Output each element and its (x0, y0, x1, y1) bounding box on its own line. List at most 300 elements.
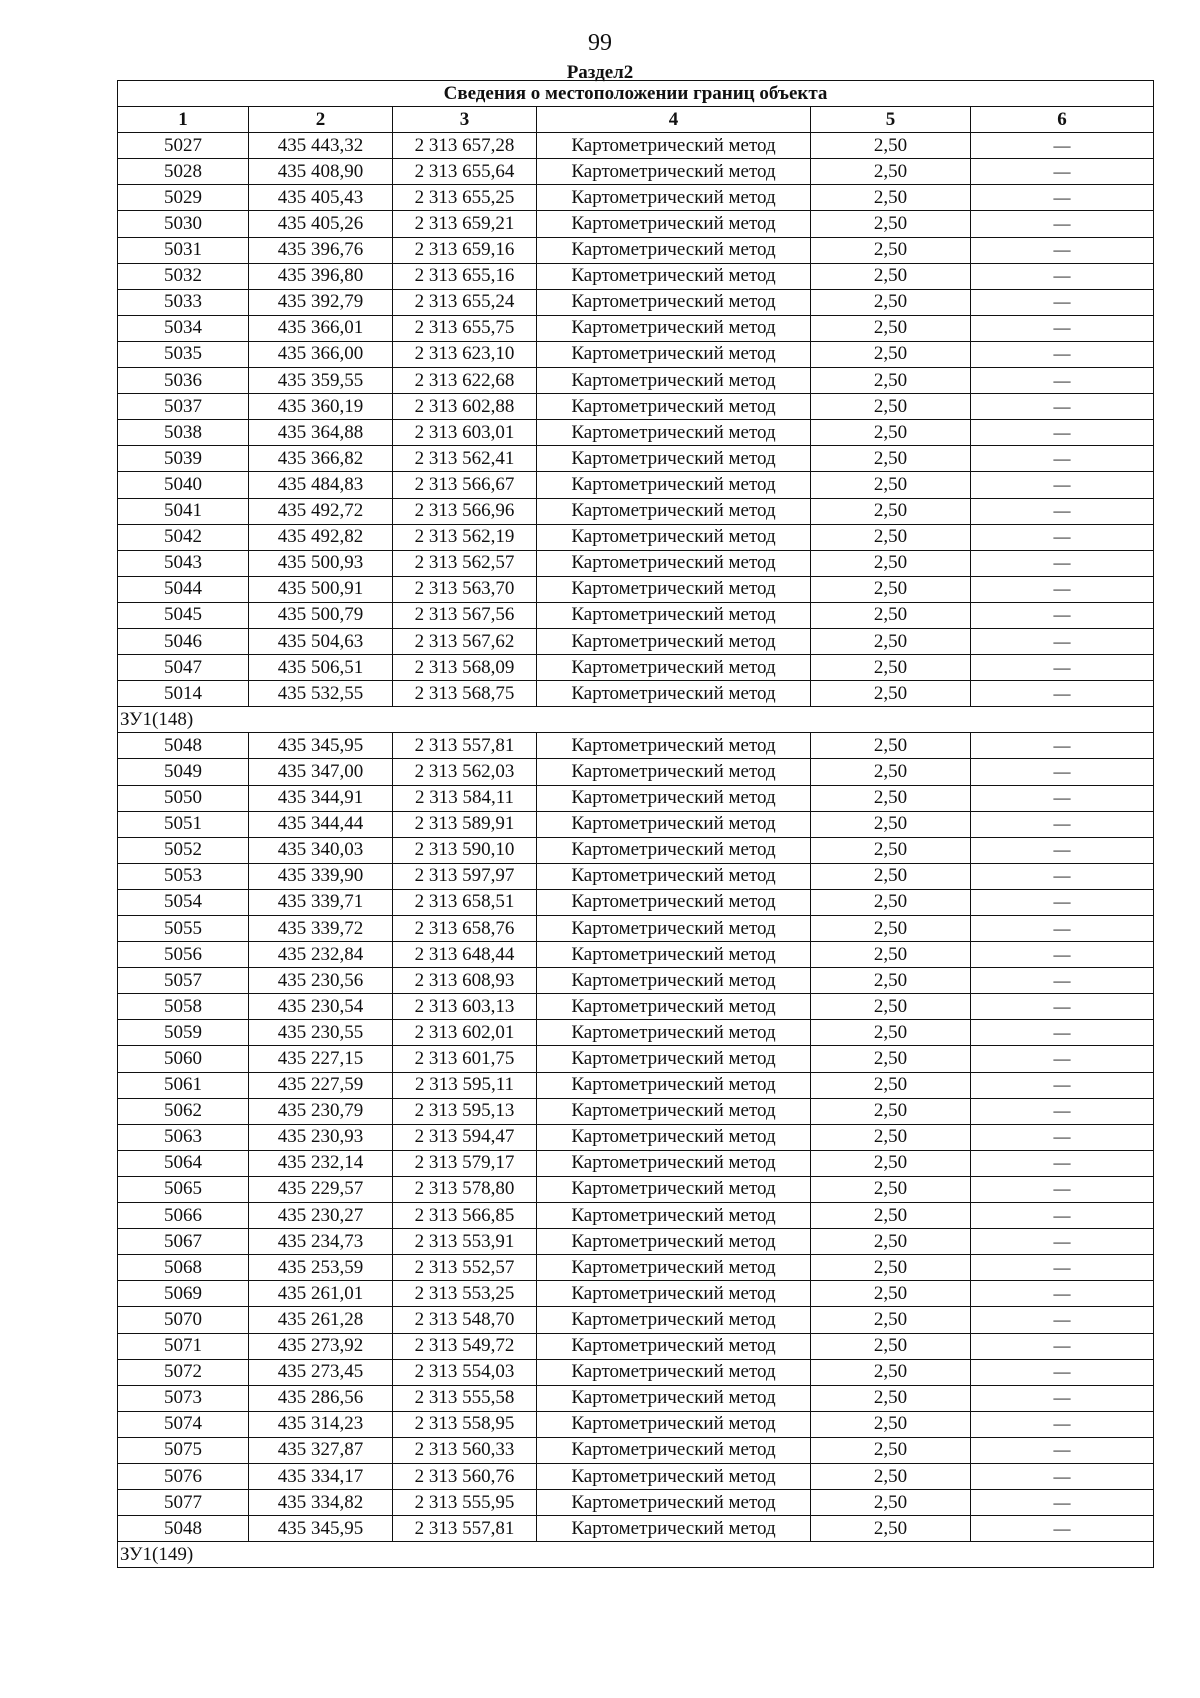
table-cell: 5067 (118, 1229, 249, 1255)
table-cell: 435 405,43 (249, 185, 393, 211)
table-body (118, 133, 1154, 1568)
table-cell: 2,50 (811, 368, 971, 394)
table-row (118, 994, 1154, 1020)
table-cell: 435 392,79 (249, 289, 393, 315)
table-cell: 435 396,80 (249, 263, 393, 289)
group-row (118, 707, 1154, 733)
table-cell: — (971, 263, 1154, 289)
table-cell: Картометрический метод (537, 863, 811, 889)
table-cell: Картометрический метод (537, 1307, 811, 1333)
table-cell: 2,50 (811, 1046, 971, 1072)
table-cell: 2 313 584,11 (393, 785, 537, 811)
table-cell: 2 313 579,17 (393, 1150, 537, 1176)
table-cell: 2 313 657,28 (393, 133, 537, 159)
table-row (118, 837, 1154, 863)
table-cell: Картометрический метод (537, 289, 811, 315)
table-row (118, 942, 1154, 968)
table-cell: 2 313 594,47 (393, 1124, 537, 1150)
table-cell: 2 313 548,70 (393, 1307, 537, 1333)
table-cell: Картометрический метод (537, 811, 811, 837)
table-cell: Картометрический метод (537, 263, 811, 289)
table-cell: 5045 (118, 602, 249, 628)
table-cell: — (971, 994, 1154, 1020)
table-cell: 435 229,57 (249, 1176, 393, 1202)
table-row (118, 1124, 1154, 1150)
table-cell: 2 313 567,62 (393, 628, 537, 654)
table-row (118, 1176, 1154, 1202)
table-row (118, 1229, 1154, 1255)
table-cell: 2 313 658,76 (393, 916, 537, 942)
table-cell: 5043 (118, 550, 249, 576)
table-cell: 2,50 (811, 1124, 971, 1150)
table-cell: 435 500,79 (249, 602, 393, 628)
table-cell: Картометрический метод (537, 1020, 811, 1046)
table-row (118, 811, 1154, 837)
table-cell: 2 313 655,64 (393, 159, 537, 185)
table-cell: 2,50 (811, 159, 971, 185)
table-cell: 2 313 555,58 (393, 1385, 537, 1411)
table-cell: 5027 (118, 133, 249, 159)
table-cell: Картометрический метод (537, 994, 811, 1020)
table-cell: 2 313 648,44 (393, 942, 537, 968)
table-cell: 2 313 659,21 (393, 211, 537, 237)
table-cell: 435 359,55 (249, 368, 393, 394)
table-row (118, 785, 1154, 811)
table-cell: 435 504,63 (249, 628, 393, 654)
table-cell: 5059 (118, 1020, 249, 1046)
table-cell: — (971, 159, 1154, 185)
table-cell: 435 230,56 (249, 968, 393, 994)
table-cell: 5057 (118, 968, 249, 994)
table-cell: 2,50 (811, 889, 971, 915)
table-cell: 5032 (118, 263, 249, 289)
table-row (118, 759, 1154, 785)
table-cell: 435 234,73 (249, 1229, 393, 1255)
column-header: 5 (811, 107, 971, 133)
table-cell: 2,50 (811, 1072, 971, 1098)
table-cell: 435 396,76 (249, 237, 393, 263)
table-cell: Картометрический метод (537, 1098, 811, 1124)
table-cell: 5068 (118, 1255, 249, 1281)
table-row (118, 1411, 1154, 1437)
table-cell: 435 484,83 (249, 472, 393, 498)
table-cell: 2,50 (811, 1229, 971, 1255)
table-cell: — (971, 837, 1154, 863)
table-cell: 5050 (118, 785, 249, 811)
table-cell: 435 230,54 (249, 994, 393, 1020)
table-row (118, 1255, 1154, 1281)
table-cell: 435 506,51 (249, 655, 393, 681)
table-cell: — (971, 1333, 1154, 1359)
table-cell: Картометрический метод (537, 1437, 811, 1463)
table-cell: 2 313 560,76 (393, 1463, 537, 1489)
table-cell: — (971, 550, 1154, 576)
table-cell: Картометрический метод (537, 237, 811, 263)
table-cell: 5047 (118, 655, 249, 681)
table-cell: 2 313 560,33 (393, 1437, 537, 1463)
table-cell: — (971, 811, 1154, 837)
table-cell: 2 313 589,91 (393, 811, 537, 837)
table-cell: Картометрический метод (537, 837, 811, 863)
page-number: 99 (588, 30, 612, 56)
table-row (118, 655, 1154, 681)
table-row (118, 968, 1154, 994)
table-cell: 5052 (118, 837, 249, 863)
table-cell: 2,50 (811, 1281, 971, 1307)
table-cell: — (971, 341, 1154, 367)
table-cell: 2 313 553,25 (393, 1281, 537, 1307)
table-cell: 2 313 568,75 (393, 681, 537, 707)
table-cell: 2 313 567,56 (393, 602, 537, 628)
table-cell: Картометрический метод (537, 1281, 811, 1307)
table-cell: — (971, 211, 1154, 237)
table-cell: Картометрический метод (537, 1046, 811, 1072)
table-cell: 435 408,90 (249, 159, 393, 185)
table-row (118, 681, 1154, 707)
table-cell: Картометрический метод (537, 133, 811, 159)
table-cell: — (971, 759, 1154, 785)
table-cell: — (971, 315, 1154, 341)
table-cell: 5035 (118, 341, 249, 367)
table-cell: 2,50 (811, 1150, 971, 1176)
table-cell: 5040 (118, 472, 249, 498)
table-cell: 2,50 (811, 1098, 971, 1124)
table-row (118, 550, 1154, 576)
table-cell: Картометрический метод (537, 341, 811, 367)
table-cell: 435 492,82 (249, 524, 393, 550)
table-cell: Картометрический метод (537, 1150, 811, 1176)
table-cell: 2 313 557,81 (393, 1516, 537, 1542)
table-row (118, 211, 1154, 237)
table-row (118, 628, 1154, 654)
table-cell: 5042 (118, 524, 249, 550)
table-cell: Картометрический метод (537, 446, 811, 472)
table-cell: — (971, 498, 1154, 524)
table-cell: 435 405,26 (249, 211, 393, 237)
table-cell: 435 345,95 (249, 1516, 393, 1542)
table-cell: 2,50 (811, 315, 971, 341)
table-cell: 435 230,93 (249, 1124, 393, 1150)
table-cell: 2,50 (811, 472, 971, 498)
table-cell: 435 286,56 (249, 1385, 393, 1411)
table-row (118, 1490, 1154, 1516)
table-cell: Картометрический метод (537, 185, 811, 211)
table-row (118, 237, 1154, 263)
table-cell: 5036 (118, 368, 249, 394)
table-row (118, 1463, 1154, 1489)
table-cell: 2,50 (811, 1490, 971, 1516)
table-row (118, 394, 1154, 420)
table-cell: — (971, 628, 1154, 654)
table-cell: 2 313 557,81 (393, 733, 537, 759)
table-cell: 5065 (118, 1176, 249, 1202)
table-cell: 2,50 (811, 211, 971, 237)
table-cell: 435 345,95 (249, 733, 393, 759)
table-cell: 2 313 554,03 (393, 1359, 537, 1385)
table-cell: 2,50 (811, 576, 971, 602)
table-cell: Картометрический метод (537, 420, 811, 446)
table-cell: 435 334,82 (249, 1490, 393, 1516)
table-cell: 5074 (118, 1411, 249, 1437)
table-cell: 2 313 553,91 (393, 1229, 537, 1255)
table-cell: 2 313 655,16 (393, 263, 537, 289)
table-cell: 2 313 558,95 (393, 1411, 537, 1437)
table-cell: 435 227,59 (249, 1072, 393, 1098)
table-cell: 2 313 568,09 (393, 655, 537, 681)
table-cell: 5054 (118, 889, 249, 915)
table-cell: 2,50 (811, 863, 971, 889)
table-cell: Картометрический метод (537, 498, 811, 524)
table-row (118, 368, 1154, 394)
table-row (118, 733, 1154, 759)
table-row (118, 1359, 1154, 1385)
table-row (118, 1437, 1154, 1463)
table-row (118, 446, 1154, 472)
table-cell: 5033 (118, 289, 249, 315)
table-cell: 5072 (118, 1359, 249, 1385)
table-row (118, 602, 1154, 628)
table-cell: Картометрический метод (537, 1463, 811, 1489)
table-cell: 2 313 602,88 (393, 394, 537, 420)
table-cell: 5053 (118, 863, 249, 889)
table-cell: — (971, 368, 1154, 394)
table-cell: Картометрический метод (537, 681, 811, 707)
table-cell: 5070 (118, 1307, 249, 1333)
table-cell: 2,50 (811, 916, 971, 942)
column-header: 3 (393, 107, 537, 133)
table-row (118, 916, 1154, 942)
table-cell: 5064 (118, 1150, 249, 1176)
table-cell: Картометрический метод (537, 368, 811, 394)
table-cell: 2,50 (811, 1463, 971, 1489)
table-cell: 5062 (118, 1098, 249, 1124)
table-cell: 5077 (118, 1490, 249, 1516)
table-cell: 2,50 (811, 942, 971, 968)
table-cell: 2,50 (811, 420, 971, 446)
table-cell: 435 366,00 (249, 341, 393, 367)
table-cell: 2,50 (811, 655, 971, 681)
table-cell: 2,50 (811, 1255, 971, 1281)
table-cell: — (971, 1281, 1154, 1307)
table-cell: 2 313 601,75 (393, 1046, 537, 1072)
table-cell: Картометрический метод (537, 1124, 811, 1150)
table-row (118, 498, 1154, 524)
table-row (118, 263, 1154, 289)
table-cell: 2,50 (811, 263, 971, 289)
table-cell: — (971, 968, 1154, 994)
table-cell: — (971, 1411, 1154, 1437)
table-cell: — (971, 133, 1154, 159)
group-label: ЗУ1(148) (118, 707, 1154, 733)
table-cell: — (971, 472, 1154, 498)
table-cell: — (971, 420, 1154, 446)
table-caption: Сведения о местоположении границ объекта (118, 81, 1154, 107)
table-cell: 435 261,01 (249, 1281, 393, 1307)
table-cell: 2,50 (811, 1437, 971, 1463)
table-cell: 2,50 (811, 968, 971, 994)
table-cell: 2 313 622,68 (393, 368, 537, 394)
table-cell: 2,50 (811, 550, 971, 576)
table-cell: 435 344,44 (249, 811, 393, 837)
column-header: 4 (537, 107, 811, 133)
table-row (118, 1203, 1154, 1229)
table-row (118, 576, 1154, 602)
table-cell: 2,50 (811, 1385, 971, 1411)
table-cell: 2,50 (811, 1203, 971, 1229)
table-row (118, 185, 1154, 211)
table-cell: 2,50 (811, 628, 971, 654)
table-cell: 2 313 658,51 (393, 889, 537, 915)
table-cell: Картометрический метод (537, 315, 811, 341)
table-cell: — (971, 394, 1154, 420)
table-cell: 435 347,00 (249, 759, 393, 785)
table-cell: 2 313 552,57 (393, 1255, 537, 1281)
table-cell: 435 360,19 (249, 394, 393, 420)
table-cell: Картометрический метод (537, 1359, 811, 1385)
table-cell: — (971, 1098, 1154, 1124)
table-row (118, 1307, 1154, 1333)
table-cell: 2,50 (811, 733, 971, 759)
table-cell: 5051 (118, 811, 249, 837)
table-cell: 435 230,27 (249, 1203, 393, 1229)
table-cell: Картометрический метод (537, 1333, 811, 1359)
table-cell: 2,50 (811, 681, 971, 707)
table-cell: Картометрический метод (537, 524, 811, 550)
table-cell: 2 313 562,57 (393, 550, 537, 576)
table-cell: 5048 (118, 733, 249, 759)
table-cell: 5066 (118, 1203, 249, 1229)
table-row (118, 1281, 1154, 1307)
table-cell: 2,50 (811, 289, 971, 315)
table-cell: — (971, 1229, 1154, 1255)
table-cell: — (971, 733, 1154, 759)
table-cell: Картометрический метод (537, 785, 811, 811)
table-cell: 5071 (118, 1333, 249, 1359)
table-cell: 2 313 595,11 (393, 1072, 537, 1098)
table-cell: — (971, 942, 1154, 968)
table-cell: 2,50 (811, 1020, 971, 1046)
table-cell: — (971, 1437, 1154, 1463)
table-row (118, 315, 1154, 341)
table-cell: 2 313 597,97 (393, 863, 537, 889)
table-cell: — (971, 524, 1154, 550)
table-cell: — (971, 237, 1154, 263)
table-cell: Картометрический метод (537, 733, 811, 759)
table-cell: Картометрический метод (537, 1255, 811, 1281)
table-cell: Картометрический метод (537, 628, 811, 654)
table-cell: 2 313 555,95 (393, 1490, 537, 1516)
table-cell: 5014 (118, 681, 249, 707)
table-cell: 435 492,72 (249, 498, 393, 524)
table-cell: 435 273,45 (249, 1359, 393, 1385)
table-row (118, 1098, 1154, 1124)
table-cell: 435 344,91 (249, 785, 393, 811)
table-cell: — (971, 1150, 1154, 1176)
table-cell: 435 340,03 (249, 837, 393, 863)
table-cell: 435 230,55 (249, 1020, 393, 1046)
table-cell: — (971, 889, 1154, 915)
table-row (118, 889, 1154, 915)
table-cell: 2,50 (811, 185, 971, 211)
table-cell: 5041 (118, 498, 249, 524)
table-cell: 435 339,71 (249, 889, 393, 915)
table-cell: 435 273,92 (249, 1333, 393, 1359)
table-cell: Картометрический метод (537, 394, 811, 420)
table-cell: — (971, 1203, 1154, 1229)
table-cell: Картометрический метод (537, 1176, 811, 1202)
table-cell: 2,50 (811, 1176, 971, 1202)
table-cell: 2,50 (811, 994, 971, 1020)
table-cell: Картометрический метод (537, 1229, 811, 1255)
table-cell: 2 313 608,93 (393, 968, 537, 994)
table-cell: 435 314,23 (249, 1411, 393, 1437)
table-cell: 5038 (118, 420, 249, 446)
table-cell: 5061 (118, 1072, 249, 1098)
table-row (118, 341, 1154, 367)
table-row (118, 289, 1154, 315)
table-cell: 5075 (118, 1437, 249, 1463)
table-cell: 5029 (118, 185, 249, 211)
table-cell: — (971, 1176, 1154, 1202)
table-cell: — (971, 1255, 1154, 1281)
table-cell: 2 313 603,13 (393, 994, 537, 1020)
table-cell: 2 313 549,72 (393, 1333, 537, 1359)
table-cell: Картометрический метод (537, 159, 811, 185)
column-header: 1 (118, 107, 249, 133)
table-cell: 5031 (118, 237, 249, 263)
table-cell: 2 313 602,01 (393, 1020, 537, 1046)
table-cell: 5034 (118, 315, 249, 341)
table-cell: 435 261,28 (249, 1307, 393, 1333)
table-cell: 435 232,84 (249, 942, 393, 968)
table-cell: 2,50 (811, 759, 971, 785)
table-cell: 2,50 (811, 394, 971, 420)
table-cell: — (971, 576, 1154, 602)
table-cell: — (971, 1385, 1154, 1411)
group-label: ЗУ1(149) (118, 1542, 1154, 1568)
table-cell: 2 313 566,85 (393, 1203, 537, 1229)
table-row (118, 1516, 1154, 1542)
table-cell: — (971, 446, 1154, 472)
table-cell: — (971, 655, 1154, 681)
table-cell: 2,50 (811, 237, 971, 263)
table-cell: 2,50 (811, 811, 971, 837)
table-row (118, 472, 1154, 498)
table-cell: 2 313 566,96 (393, 498, 537, 524)
table-row (118, 524, 1154, 550)
table-cell: 2 313 563,70 (393, 576, 537, 602)
table-cell: Картометрический метод (537, 211, 811, 237)
table-cell: Картометрический метод (537, 889, 811, 915)
table-cell: Картометрический метод (537, 602, 811, 628)
table-cell: 435 339,90 (249, 863, 393, 889)
table-cell: — (971, 1516, 1154, 1542)
table-cell: 435 366,01 (249, 315, 393, 341)
table-cell: 5056 (118, 942, 249, 968)
table-cell: — (971, 1046, 1154, 1072)
table-cell: 2,50 (811, 837, 971, 863)
table-cell: 5046 (118, 628, 249, 654)
table-cell: — (971, 916, 1154, 942)
table-cell: — (971, 681, 1154, 707)
table-cell: 435 500,91 (249, 576, 393, 602)
table-cell: 435 230,79 (249, 1098, 393, 1124)
table-row (118, 1020, 1154, 1046)
table-cell: 435 500,93 (249, 550, 393, 576)
table-cell: 2,50 (811, 1307, 971, 1333)
table-cell: 2,50 (811, 1516, 971, 1542)
table-cell: Картометрический метод (537, 1490, 811, 1516)
